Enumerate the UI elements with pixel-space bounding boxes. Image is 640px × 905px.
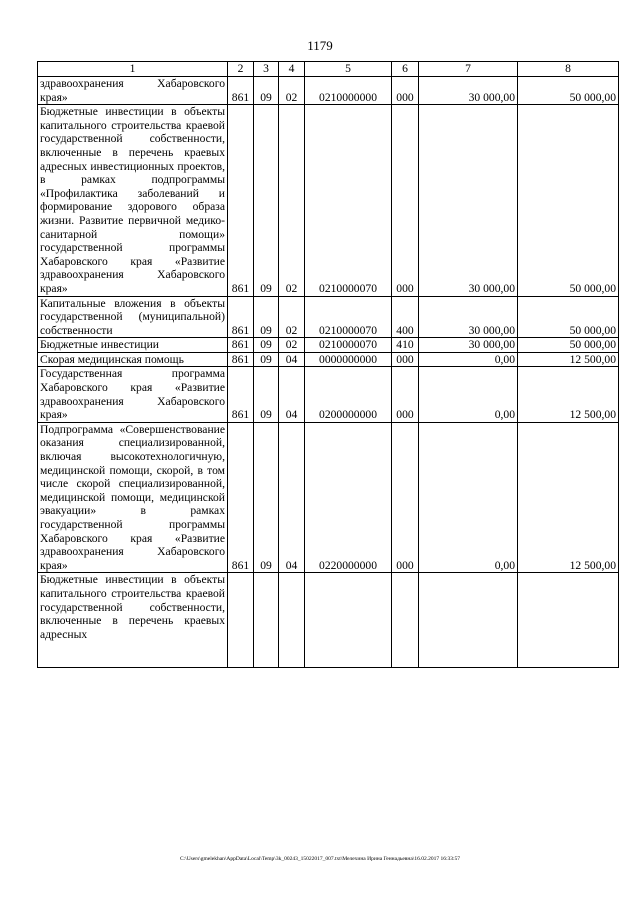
amount-2018: 30 000,00 <box>419 105 518 296</box>
expense-type: 000 <box>392 422 419 573</box>
section-code: 09 <box>254 338 279 353</box>
admin-code: 861 <box>228 77 254 105</box>
section-code <box>254 573 279 668</box>
amount-2019: 50 000,00 <box>518 77 619 105</box>
amount-2018: 30 000,00 <box>419 338 518 353</box>
table-row <box>38 367 619 422</box>
amount-2019: 12 500,00 <box>518 367 619 422</box>
table-row <box>38 338 619 353</box>
admin-code: 861 <box>228 296 254 338</box>
subsection-code: 04 <box>279 422 305 573</box>
amount-2019 <box>518 573 619 668</box>
expense-type: 410 <box>392 338 419 353</box>
admin-code <box>228 573 254 668</box>
amount-2018: 30 000,00 <box>419 77 518 105</box>
subsection-code: 04 <box>279 352 305 367</box>
column-header: 6 <box>392 62 419 77</box>
file-path-footer: C:\Users\gmelekhan\AppData\Local\Temp\3k_00243_15022017_007.txt\Мелехина Ирина Геннадьевна\16.02.2017 16:33:57 <box>179 856 461 862</box>
section-code: 09 <box>254 422 279 573</box>
expense-type: 000 <box>392 367 419 422</box>
target-article: 0210000000 <box>305 77 392 105</box>
subsection-code: 04 <box>279 367 305 422</box>
column-header: 7 <box>419 62 518 77</box>
amount-2018: 30 000,00 <box>419 296 518 338</box>
amount-2019: 12 500,00 <box>518 352 619 367</box>
table-row <box>38 105 619 296</box>
row-name: Государственная программа Хабаровского края «Развитие здравоохранения Хабаровского края» <box>38 367 228 422</box>
amount-2019: 50 000,00 <box>518 338 619 353</box>
amount-2018 <box>419 573 518 668</box>
amount-2019: 12 500,00 <box>518 422 619 573</box>
target-article <box>305 573 392 668</box>
target-article: 0210000070 <box>305 338 392 353</box>
row-name: Бюджетные инвестиции в объекты капитального строительства краевой государственной собственности, включенные в перечень краевых адресных <box>38 573 228 668</box>
expense-type: 000 <box>392 77 419 105</box>
admin-code: 861 <box>228 367 254 422</box>
expense-type: 400 <box>392 296 419 338</box>
column-header: 8 <box>518 62 619 77</box>
table-row <box>38 77 619 105</box>
expense-type: 000 <box>392 105 419 296</box>
subsection-code: 02 <box>279 338 305 353</box>
expense-type <box>392 573 419 668</box>
row-name: здравоохранения Хабаровского края» <box>38 77 228 105</box>
column-header: 5 <box>305 62 392 77</box>
amount-2019: 50 000,00 <box>518 105 619 296</box>
admin-code: 861 <box>228 422 254 573</box>
subsection-code: 02 <box>279 105 305 296</box>
column-header: 1 <box>38 62 228 77</box>
expense-type: 000 <box>392 352 419 367</box>
header-row <box>38 62 619 77</box>
row-name: Бюджетные инвестиции <box>38 338 228 353</box>
row-name: Скорая медицинская помощь <box>38 352 228 367</box>
section-code: 09 <box>254 77 279 105</box>
row-name: Подпрограмма «Совершенствование оказания специализированной, включая высокотехнологичную, медицинской помощи, скорой, в том числе скорой специализированной, медицинской помощи, медицинской эвакуации» в рамках государственной программы Хабаровского края «Развитие здравоохранения Хабаровского края» <box>38 422 228 573</box>
target-article: 0000000000 <box>305 352 392 367</box>
table-row <box>38 573 619 668</box>
budget-table <box>37 61 619 668</box>
target-article: 0220000000 <box>305 422 392 573</box>
subsection-code: 02 <box>279 77 305 105</box>
subsection-code: 02 <box>279 296 305 338</box>
row-name: Бюджетные инвестиции в объекты капитального строительства краевой государственной собственности, включенные в перечень краевых адресных инвестиционных проектов, в рамках подпрограммы «Профилактика заболеваний и формирование здорового образа жизни. Развитие первичной медико-санитарной помощи» государственной программы Хабаровского края «Развитие здравоохранения Хабаровского края» <box>38 105 228 296</box>
table-row <box>38 352 619 367</box>
amount-2019: 50 000,00 <box>518 296 619 338</box>
amount-2018: 0,00 <box>419 422 518 573</box>
amount-2018: 0,00 <box>419 367 518 422</box>
target-article: 0210000070 <box>305 296 392 338</box>
admin-code: 861 <box>228 352 254 367</box>
target-article: 0210000070 <box>305 105 392 296</box>
section-code: 09 <box>254 367 279 422</box>
subsection-code <box>279 573 305 668</box>
page-number: 1179 <box>307 38 333 53</box>
section-code: 09 <box>254 105 279 296</box>
column-header: 3 <box>254 62 279 77</box>
table-row <box>38 422 619 573</box>
column-header: 4 <box>279 62 305 77</box>
target-article: 0200000000 <box>305 367 392 422</box>
admin-code: 861 <box>228 338 254 353</box>
amount-2018: 0,00 <box>419 352 518 367</box>
row-name: Капитальные вложения в объекты государственной (муниципальной) собственности <box>38 296 228 338</box>
section-code: 09 <box>254 296 279 338</box>
section-code: 09 <box>254 352 279 367</box>
column-header: 2 <box>228 62 254 77</box>
table-row <box>38 296 619 338</box>
admin-code: 861 <box>228 105 254 296</box>
